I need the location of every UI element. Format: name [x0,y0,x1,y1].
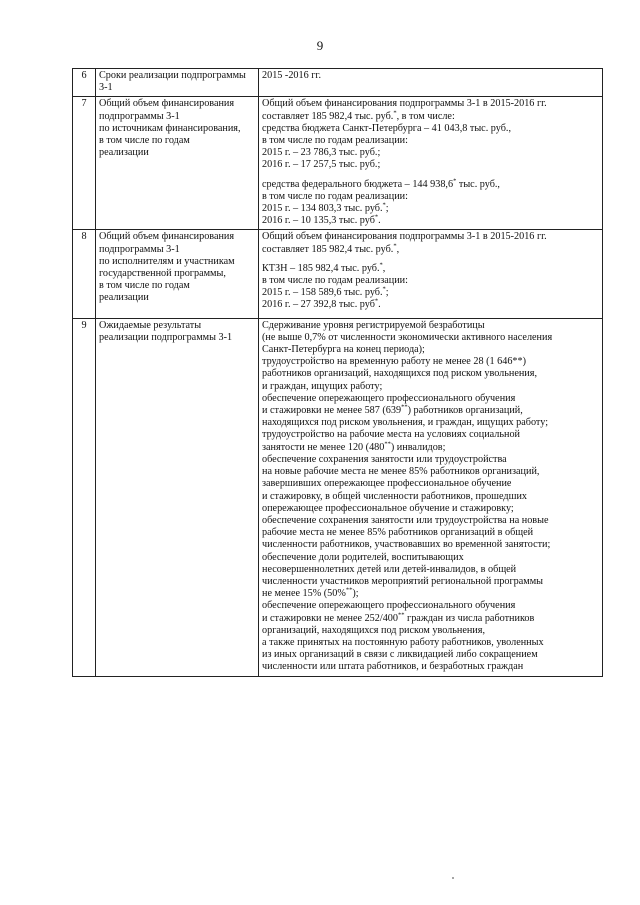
row-name: Общий объем финансирования подпрограммы 3-1 по источникам финансирования, в том числе по годам реализации [96,97,259,230]
table-row [73,97,603,230]
table-row [73,230,603,318]
table-row [73,318,603,676]
row-name: Ожидаемые результаты реализации подпрограммы 3-1 [96,318,259,676]
table-row [73,69,603,97]
row-value: 2015 -2016 гг. [259,69,603,97]
row-value: Сдерживание уровня регистрируемой безработицы (не выше 0,7% от численности экономически активного населения Санкт-Петербурга на конец периода); трудоустройство на временную работу не менее 28 (1 646**) работников организаций, находящихся под риском увольнения, и граждан, ищущих работу; обеспечение опережающего профессионального обучения и стажировки не менее 587 (639**) работников организаций, находящихся под риском увольнения, и граждан, ищущих работу; трудоустройство на рабочие места на условиях социальной занятости не менее 120 (480**) инвалидов; обеспечение сохранения занятости или трудоустройства на новые рабочие места не менее 85% работников организаций, завершивших опережающее профессиональное обучение и стажировку, в общей численности работников, прошедших опережающее профессиональное обучение и стажировку; обеспечение сохранения занятости или трудоустройства на новые рабочие места не менее 85% работников организаций в общей численности работников, участвовавших во временной занятости; обеспечение доли родителей, воспитывающих несовершеннолетних детей или детей-инвалидов, в общей численности участников мероприятий региональной программы не менее 15% (50%**); обеспечение опережающего профессионального обучения и стажировки не менее 252/400** граждан из числа работников организаций, находящихся под риском увольнения, а также принятых на постоянную работу работников, уволенных из иных организаций в связи с ликвидацией либо сокращением численности или штата работников, и безработных граждан [259,318,603,676]
row-number: 6 [73,69,96,97]
row-name: Общий объем финансирования подпрограммы 3-1 по исполнителям и участникам государственной программы, в том числе по годам реализации [96,230,259,318]
row-value: Общий объем финансирования подпрограммы 3-1 в 2015-2016 гг. составляет 185 982,4 тыс. руб.*, КТЗН – 185 982,4 тыс. руб.*, в том числе по годам реализации: 2015 г. – 158 589,6 тыс. руб.*; 2016 г. – 27 392,8 тыс. руб*. [259,230,603,318]
scan-speck [452,877,454,879]
program-passport-table [72,68,603,677]
row-number: 9 [73,318,96,676]
row-number: 7 [73,97,96,230]
page-number: 9 [316,38,324,53]
row-name: Сроки реализации подпрограммы 3-1 [96,69,259,97]
row-number: 8 [73,230,96,318]
row-value: Общий объем финансирования подпрограммы 3-1 в 2015-2016 гг. составляет 185 982,4 тыс. руб.*, в том числе: средства бюджета Санкт-Петербурга – 41 043,8 тыс. руб., в том числе по годам реализации: 2015 г. – 23 786,3 тыс. руб.; 2016 г. – 17 257,5 тыс. руб.; средства федерального бюджета – 144 938,6* тыс. руб., в том числе по годам реализации: 2015 г. – 134 803,3 тыс. руб.*; 2016 г. – 10 135,3 тыс. руб*. [259,97,603,230]
